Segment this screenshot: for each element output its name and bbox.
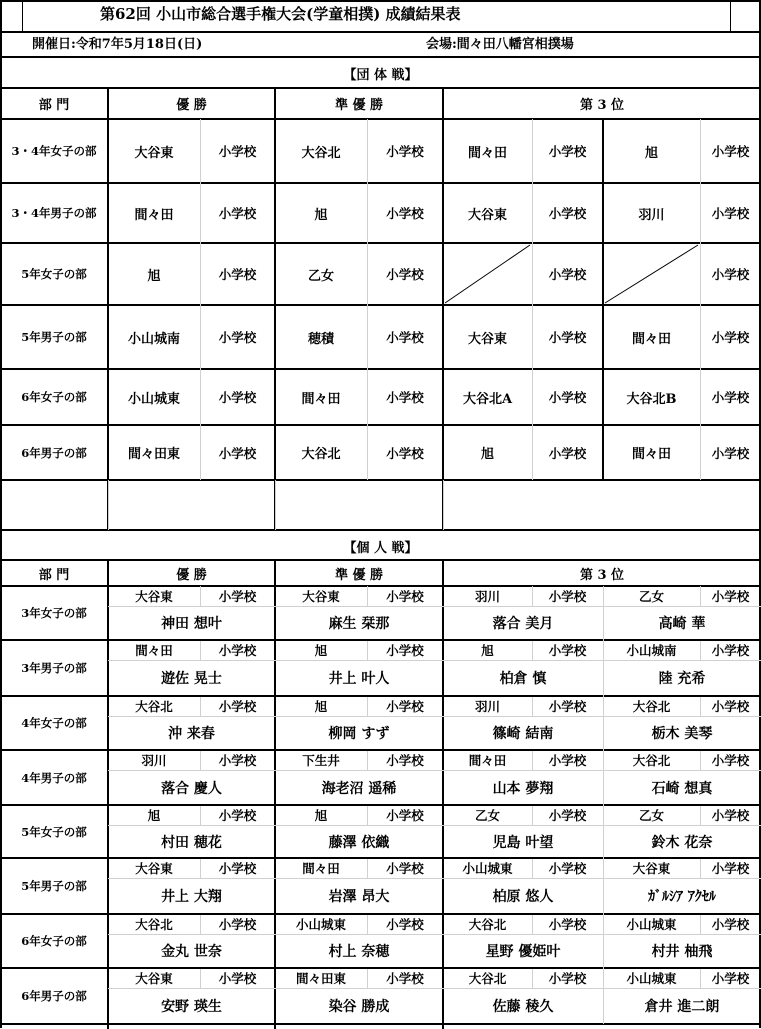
empty-slot-slash [443, 243, 532, 305]
individual-division-label: 5年男子の部 [21, 879, 87, 893]
individual-school-suffix: 小学校 [386, 643, 424, 658]
individual-athlete-name: 柏倉 慎 [499, 671, 547, 687]
team-school-suffix: 小学校 [218, 390, 257, 405]
individual-school-name: 大谷北 [632, 699, 671, 714]
individual-school-name: 大谷北 [468, 971, 507, 986]
individual-athlete-name: 染谷 勝成 [328, 999, 390, 1015]
individual-school-suffix: 小学校 [711, 643, 750, 658]
team-school-name: 大谷北A [462, 391, 513, 407]
team-school-suffix: 小学校 [218, 144, 257, 159]
individual-school-suffix: 小学校 [218, 643, 257, 658]
individual-school-suffix: 小学校 [386, 861, 424, 876]
header-third: 第 3 位 [579, 567, 625, 583]
individual-school-suffix: 小学校 [386, 699, 424, 714]
team-school-name: 乙女 [307, 268, 334, 284]
individual-school-name: 小山城東 [626, 917, 677, 932]
individual-school-name: 乙女 [638, 808, 664, 823]
individual-school-suffix: 小学校 [386, 917, 424, 932]
team-school-suffix: 小学校 [548, 267, 587, 282]
individual-school-suffix: 小学校 [548, 971, 587, 986]
individual-athlete-name: 井上 大翔 [161, 889, 222, 905]
individual-school-suffix: 小学校 [218, 917, 257, 932]
individual-school-name: 小山城南 [626, 643, 677, 658]
team-school-name: 間々田 [134, 207, 174, 223]
individual-athlete-name: 金丸 世奈 [161, 944, 222, 960]
team-school-name: 間々田 [631, 331, 671, 347]
individual-school-suffix: 小学校 [711, 699, 750, 714]
individual-athlete-name: 村井 柚飛 [651, 944, 713, 960]
individual-school-suffix: 小学校 [711, 753, 750, 768]
header-runner-up: 準 優 勝 [334, 98, 384, 113]
individual-athlete-name: 柏原 悠人 [492, 889, 554, 905]
individual-school-suffix: 小学校 [711, 808, 750, 823]
individual-division-label: 4年女子の部 [21, 716, 87, 730]
individual-school-suffix: 小学校 [386, 808, 424, 823]
individual-school-name: 旭 [314, 808, 328, 823]
individual-athlete-name: 神田 想叶 [161, 616, 222, 632]
team-school-suffix: 小学校 [386, 267, 424, 282]
team-school-name: 旭 [147, 268, 161, 284]
team-school-name: 大谷北 [301, 145, 341, 161]
team-school-name: 間々田東 [127, 447, 180, 462]
header-winner: 優 勝 [176, 567, 207, 583]
individual-athlete-name: 藤澤 依織 [328, 834, 390, 851]
individual-athlete-name: 石崎 想真 [651, 780, 713, 797]
individual-school-name: 旭 [481, 643, 494, 658]
team-school-name: 旭 [644, 145, 658, 161]
individual-school-suffix: 小学校 [218, 861, 257, 876]
individual-school-suffix: 小学校 [218, 753, 257, 768]
team-school-suffix: 小学校 [386, 330, 424, 345]
individual-school-suffix: 小学校 [218, 589, 257, 604]
individual-division-label: 4年男子の部 [21, 770, 87, 785]
individual-athlete-name: 山本 夢翔 [492, 780, 554, 797]
team-school-suffix: 小学校 [386, 206, 424, 221]
individual-school-suffix: 小学校 [218, 971, 257, 986]
individual-school-name: 旭 [147, 808, 161, 823]
team-school-suffix: 小学校 [218, 445, 257, 461]
individual-school-name: 間々田 [468, 753, 507, 768]
individual-school-name: 大谷東 [135, 589, 173, 604]
individual-athlete-name: ｶﾞﾙｼｱ ｱｸｾﾙ [648, 889, 716, 905]
team-school-name: 間々田 [631, 447, 671, 462]
individual-athlete-name: 陸 充希 [658, 671, 706, 687]
individual-athlete-name: 麻生 栞那 [328, 616, 390, 632]
individual-division-label: 6年女子の部 [21, 934, 87, 948]
header-runner-up: 準 優 勝 [334, 567, 384, 583]
individual-athlete-name: 鈴木 花奈 [651, 834, 713, 851]
individual-athlete-name: 高崎 華 [658, 616, 706, 632]
team-school-suffix: 小学校 [711, 144, 750, 159]
individual-school-name: 羽川 [474, 699, 500, 714]
team-school-name: 小山城東 [127, 391, 180, 407]
individual-section-title: 【個 人 戦】 [343, 540, 418, 556]
individual-school-name: 旭 [314, 643, 328, 658]
individual-school-name: 大谷北 [632, 753, 671, 768]
team-school-name: 大谷東 [467, 331, 507, 347]
team-division-label: 3・4年男子の部 [11, 206, 97, 220]
individual-school-suffix: 小学校 [548, 861, 587, 876]
individual-athlete-name: 沖 来春 [168, 726, 215, 742]
event-venue: 会場:間々田八幡宮相撲場 [426, 37, 574, 52]
empty-slot-slash [603, 243, 700, 305]
individual-athlete-name: 柳岡 すず [328, 726, 390, 742]
individual-athlete-name: 安野 瑛生 [161, 999, 222, 1015]
team-school-name: 大谷北 [301, 447, 341, 462]
individual-school-name: 大谷北 [135, 699, 173, 714]
individual-athlete-name: 岩澤 昂大 [328, 889, 390, 905]
individual-school-name: 乙女 [638, 589, 664, 604]
individual-school-name: 大谷東 [135, 971, 173, 986]
individual-athlete-name: 海老沼 遥稀 [321, 780, 397, 797]
team-school-name: 旭 [314, 207, 328, 223]
team-school-suffix: 小学校 [711, 330, 750, 345]
individual-school-suffix: 小学校 [711, 589, 750, 604]
team-school-name: 間々田 [301, 391, 341, 407]
header-winner: 優 勝 [176, 98, 207, 113]
individual-school-name: 間々田 [135, 643, 173, 658]
individual-school-suffix: 小学校 [386, 971, 424, 986]
individual-athlete-name: 星野 優姫叶 [485, 944, 561, 960]
individual-school-name: 間々田 [302, 861, 340, 876]
team-school-suffix: 小学校 [548, 206, 587, 221]
team-school-name: 大谷北B [626, 391, 677, 407]
individual-division-label: 3年男子の部 [21, 661, 87, 675]
individual-school-name: 間々田東 [295, 971, 346, 986]
individual-school-suffix: 小学校 [711, 861, 750, 876]
individual-division-label: 3年女子の部 [21, 606, 87, 620]
individual-athlete-name: 栃木 美琴 [651, 726, 713, 742]
individual-school-suffix: 小学校 [711, 917, 750, 932]
individual-school-name: 大谷東 [135, 861, 173, 876]
team-school-name: 大谷東 [467, 207, 507, 223]
team-school-name: 羽川 [638, 207, 665, 223]
individual-athlete-name: 落合 美月 [492, 616, 554, 632]
team-school-suffix: 小学校 [548, 330, 587, 345]
individual-school-suffix: 小学校 [548, 917, 587, 932]
individual-athlete-name: 倉井 進二朗 [644, 999, 720, 1015]
team-school-suffix: 小学校 [711, 445, 750, 461]
individual-school-suffix: 小学校 [548, 643, 587, 658]
individual-school-suffix: 小学校 [548, 753, 587, 768]
individual-school-suffix: 小学校 [548, 589, 587, 604]
header-third: 第 3 位 [579, 98, 625, 113]
team-school-suffix: 小学校 [548, 445, 587, 461]
team-school-suffix: 小学校 [386, 390, 424, 405]
individual-school-suffix: 小学校 [218, 808, 257, 823]
individual-school-name: 旭 [314, 699, 328, 714]
individual-school-name: 羽川 [141, 753, 167, 768]
individual-school-name: 小山城東 [626, 971, 677, 986]
event-date: 開催日:令和7年5月18日(日) [32, 37, 203, 52]
document-title: 第62回 小山市総合選手権大会(学童相撲) 成績結果表 [100, 5, 461, 23]
individual-athlete-name: 遊佐 晃士 [161, 671, 222, 687]
individual-school-suffix: 小学校 [548, 808, 587, 823]
individual-school-suffix: 小学校 [386, 753, 424, 768]
team-school-suffix: 小学校 [218, 206, 257, 221]
individual-school-name: 大谷北 [135, 917, 173, 932]
individual-athlete-name: 落合 慶人 [161, 780, 222, 797]
individual-athlete-name: 井上 叶人 [328, 671, 390, 687]
individual-school-suffix: 小学校 [386, 589, 424, 604]
team-school-suffix: 小学校 [711, 206, 750, 221]
team-school-suffix: 小学校 [386, 144, 424, 159]
individual-school-name: 大谷北 [468, 917, 507, 932]
individual-school-name: 大谷東 [632, 861, 671, 876]
team-school-suffix: 小学校 [218, 330, 257, 345]
individual-school-suffix: 小学校 [548, 699, 587, 714]
team-school-suffix: 小学校 [711, 267, 750, 282]
individual-school-suffix: 小学校 [711, 971, 750, 986]
team-school-suffix: 小学校 [711, 390, 750, 405]
team-school-name: 旭 [480, 447, 494, 462]
team-section-title: 【団 体 戦】 [343, 67, 418, 83]
team-division-label: 6年男子の部 [21, 445, 87, 460]
team-school-suffix: 小学校 [548, 390, 587, 405]
team-division-label: 3・4年女子の部 [11, 144, 97, 158]
individual-school-name: 小山城東 [462, 861, 513, 876]
individual-athlete-name: 村上 奈穂 [328, 944, 390, 960]
team-division-label: 5年女子の部 [21, 267, 87, 281]
team-school-name: 大谷東 [134, 145, 174, 161]
individual-division-label: 5年女子の部 [21, 824, 87, 839]
team-school-suffix: 小学校 [386, 445, 424, 461]
team-school-name: 小山城南 [127, 331, 180, 347]
individual-school-name: 乙女 [474, 808, 500, 823]
individual-school-name: 大谷東 [302, 589, 340, 604]
team-division-label: 6年女子の部 [21, 390, 87, 404]
team-school-suffix: 小学校 [548, 144, 587, 159]
individual-school-suffix: 小学校 [218, 699, 257, 714]
individual-division-label: 6年男子の部 [21, 989, 87, 1003]
individual-school-name: 下生井 [302, 753, 340, 768]
team-school-name: 間々田 [467, 145, 507, 161]
team-school-name: 穂積 [307, 331, 334, 347]
individual-school-name: 小山城東 [295, 917, 346, 932]
team-school-suffix: 小学校 [218, 267, 257, 282]
individual-athlete-name: 篠崎 結南 [492, 726, 554, 742]
team-division-label: 5年男子の部 [21, 330, 87, 344]
individual-athlete-name: 村田 穂花 [161, 834, 222, 851]
individual-athlete-name: 佐藤 稜久 [492, 999, 554, 1015]
header-division: 部 門 [38, 567, 70, 583]
individual-school-name: 羽川 [474, 589, 500, 604]
header-division: 部 門 [38, 98, 70, 113]
individual-athlete-name: 児島 叶望 [492, 834, 554, 851]
